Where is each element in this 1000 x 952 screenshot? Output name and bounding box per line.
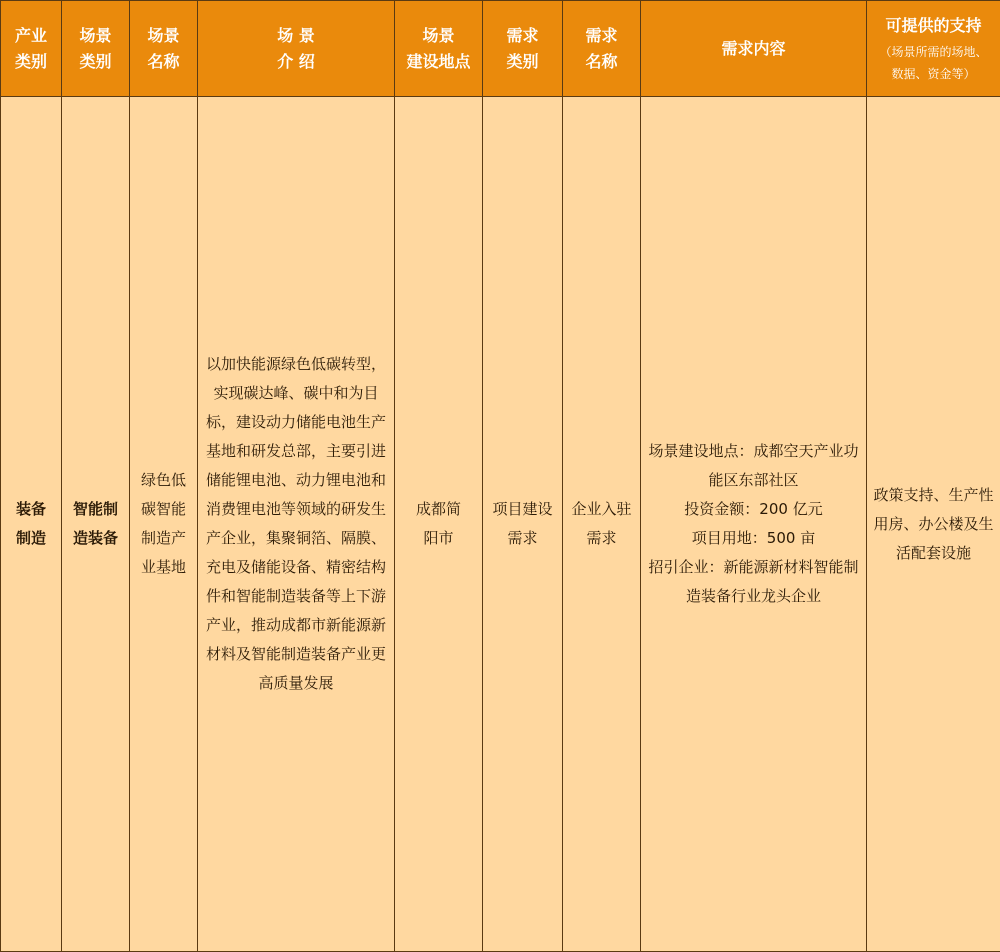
header-support-label: 可提供的支持 bbox=[885, 15, 982, 35]
cell-demand-content bbox=[641, 97, 867, 952]
header-scene-type-label: 场景 类别 bbox=[79, 25, 112, 71]
cell-demand-type bbox=[483, 97, 563, 952]
cell-scene-location bbox=[395, 97, 483, 952]
header-scene-name bbox=[130, 1, 198, 97]
scene-type-text: 智能制造装备 bbox=[72, 500, 118, 547]
header-scene-type bbox=[62, 1, 130, 97]
header-demand-content bbox=[641, 1, 867, 97]
demand-name-text: 企业入驻需求 bbox=[571, 500, 632, 547]
scene-name-text: 绿色低碳智能制造产业基地 bbox=[140, 471, 186, 576]
header-scene-location bbox=[395, 1, 483, 97]
header-scene-intro bbox=[198, 1, 395, 97]
scene-intro-text: 以加快能源绿色低碳转型，实现碳达峰、碳中和为目标，建设动力储能电池生产基地和研发总部，主要引进储能锂电池、动力锂电池和消费锂电池等领域的研发生产企业，集聚铜箔、隔膜、充电及储能设备、精密结构件和智能制造装备等上下游产业，推动成都市新能源新材料及智能制造装备产业更高质量发展 bbox=[205, 355, 386, 692]
header-support-sublabel: （场景所需的场地、 数据、资金等） bbox=[879, 44, 988, 81]
demand-content-text: 场景建设地点：成都空天产业功能区东部社区 投资金额：200 亿元 项目用地：500 亩 招引企业：新能源新材料智能制造装备行业龙头企业 bbox=[648, 442, 859, 605]
header-scene-location-label: 场景 建设地点 bbox=[406, 25, 471, 71]
header-row bbox=[1, 1, 1000, 97]
support-text: 政策支持、生产性用房、办公楼及生活配套设施 bbox=[873, 485, 994, 562]
industry-type-text: 装备制造 bbox=[15, 500, 46, 547]
header-demand-content-label: 需求内容 bbox=[721, 38, 786, 58]
cell-scene-name bbox=[130, 97, 198, 952]
cell-scene-intro bbox=[198, 97, 395, 952]
demand-type-text: 项目建设需求 bbox=[492, 500, 553, 547]
cell-industry-type bbox=[1, 97, 62, 952]
cell-support bbox=[867, 97, 1000, 952]
header-demand-type bbox=[483, 1, 563, 97]
header-industry-type-label: 产业 类别 bbox=[14, 25, 47, 71]
header-scene-name-label: 场景 名称 bbox=[147, 25, 180, 71]
table-row bbox=[1, 97, 1000, 952]
header-demand-name-label: 需求 名称 bbox=[585, 25, 618, 71]
cell-demand-name bbox=[563, 97, 641, 952]
header-industry-type bbox=[1, 1, 62, 97]
scene-location-text: 成都简阳市 bbox=[415, 500, 461, 547]
cell-scene-type bbox=[62, 97, 130, 952]
header-demand-name bbox=[563, 1, 641, 97]
header-scene-intro-label: 场 景 介 绍 bbox=[277, 25, 315, 71]
header-demand-type-label: 需求 类别 bbox=[506, 25, 539, 71]
header-support bbox=[867, 1, 1000, 97]
